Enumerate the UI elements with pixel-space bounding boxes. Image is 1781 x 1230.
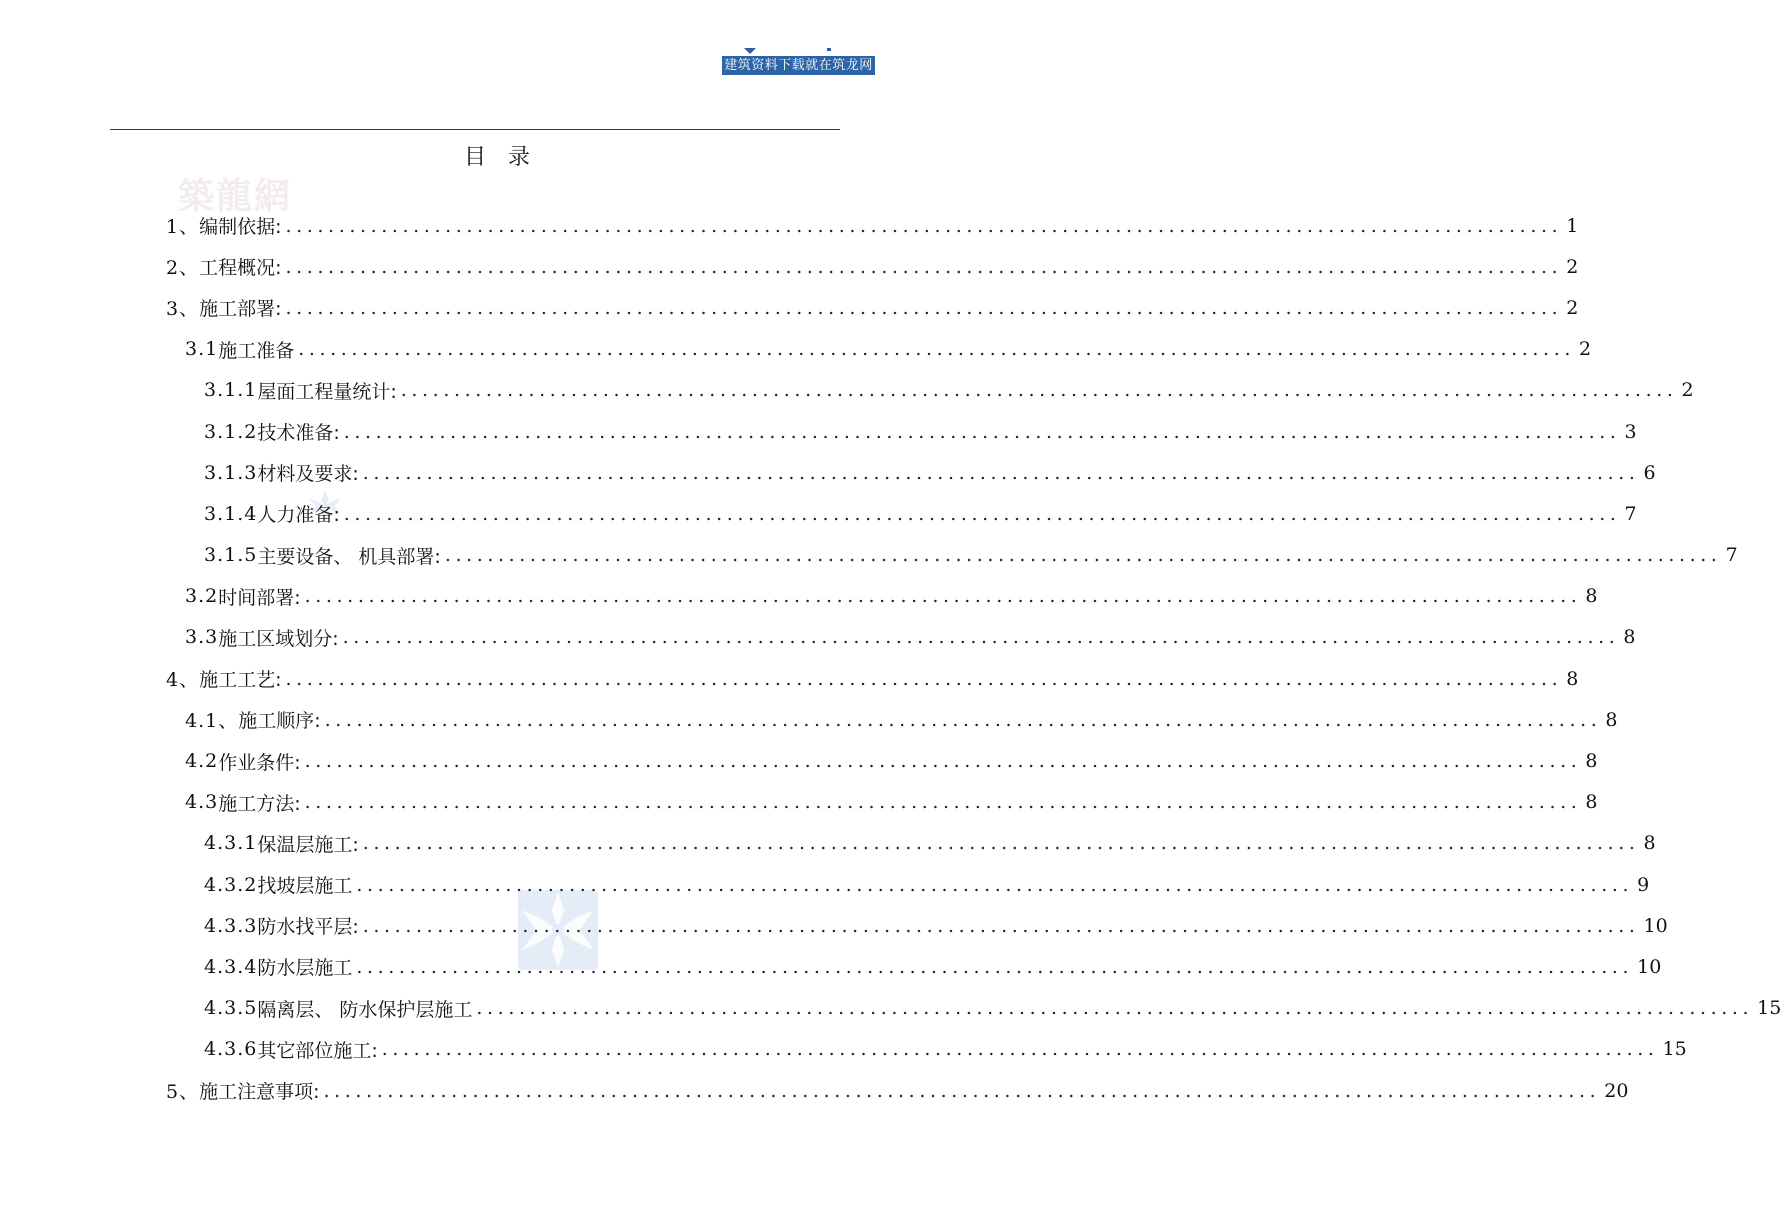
toc-entry-title: 施工注意事项: xyxy=(199,1081,320,1104)
toc-entry[interactable] xyxy=(0,864,1650,905)
toc-entry[interactable] xyxy=(0,946,1662,987)
toc-entry[interactable] xyxy=(0,411,1637,452)
toc-entry-number: 4.3.1 xyxy=(204,832,258,855)
toc-entry-page-number: 10 xyxy=(1643,914,1668,937)
toc-entry-title: 施工区域划分: xyxy=(218,627,339,650)
toc-entry-title: 技术准备: xyxy=(257,422,340,445)
toc-entry-title: 材料及要求: xyxy=(257,463,359,486)
toc-entry-title: 施工工艺: xyxy=(199,669,282,692)
toc-entry-number: 3.1.5 xyxy=(204,544,258,567)
toc-entry-title: 防水层施工 xyxy=(257,957,353,980)
toc-entry[interactable] xyxy=(0,823,1656,864)
toc-entry-number: 5、 xyxy=(166,1081,200,1104)
toc-entry-title: 主要设备、 机具部署: xyxy=(257,545,441,568)
toc-entry[interactable] xyxy=(0,740,1598,781)
toc-entry-title: 施工准备 xyxy=(218,339,295,362)
toc-entry-title: 施工顺序: xyxy=(238,710,321,733)
toc-entry[interactable] xyxy=(0,782,1598,823)
toc-entry-title: 防水找平层: xyxy=(257,916,359,939)
toc-entry-number: 4.1、 xyxy=(185,710,239,733)
toc-entry[interactable] xyxy=(0,246,1579,287)
toc-entry-number: 4.3.2 xyxy=(204,873,258,896)
toc-entry-page-number: 8 xyxy=(1585,750,1598,773)
toc-entry-title: 施工方法: xyxy=(218,792,301,815)
toc-entry-page-number: 20 xyxy=(1604,1079,1629,1102)
toc-entry[interactable] xyxy=(0,658,1579,699)
toc-entry-title: 编制依据: xyxy=(199,216,282,239)
toc-entry-page-number: 8 xyxy=(1585,585,1598,608)
toc-dot-leader: ........................................................................................................................ xyxy=(343,502,1621,525)
toc-dot-leader: ........................................................................................................................ xyxy=(362,832,1640,855)
toc-dot-leader: ........................................................................................................................ xyxy=(298,338,1575,361)
toc-entry[interactable] xyxy=(0,287,1579,328)
toc-entry-page-number: 6 xyxy=(1643,461,1656,484)
toc-entry-number: 4.2 xyxy=(185,750,219,773)
toc-entry-number: 3.2 xyxy=(185,585,219,608)
toc-dot-leader: ........................................................................................................................ xyxy=(362,914,1640,937)
toc-dot-leader: ........................................................................................................................ xyxy=(285,255,1563,278)
toc-entry-number: 3.1.1 xyxy=(204,379,258,402)
toc-dot-leader: ........................................................................................................................ xyxy=(342,626,1620,649)
site-logo[interactable] xyxy=(722,48,875,76)
toc-entry[interactable] xyxy=(0,535,1738,576)
toc-entry-number: 3.1.4 xyxy=(204,502,258,525)
toc-entry-page-number: 2 xyxy=(1566,296,1579,319)
header-divider xyxy=(110,129,840,130)
toc-entry-number: 4、 xyxy=(166,669,200,692)
toc-entry-number: 3.1.2 xyxy=(204,420,258,443)
toc-entry-page-number: 15 xyxy=(1757,997,1781,1020)
toc-entry-page-number: 8 xyxy=(1623,626,1636,649)
toc-entry-title: 作业条件: xyxy=(218,751,301,774)
toc-entry-page-number: 1 xyxy=(1566,214,1579,237)
toc-dot-leader: ........................................................................................................................ xyxy=(304,791,1582,814)
toc-entry[interactable] xyxy=(0,617,1636,658)
toc-entry-number: 4.3.3 xyxy=(204,914,258,937)
toc-entry-title: 其它部位施工: xyxy=(257,1039,378,1062)
toc-dot-leader: ........................................................................................................................ xyxy=(476,997,1754,1020)
toc-entry-page-number: 2 xyxy=(1681,379,1694,402)
toc-entry-title: 人力准备: xyxy=(257,504,340,527)
toc-entry[interactable] xyxy=(0,493,1637,534)
toc-dot-leader: ........................................................................................................................ xyxy=(362,461,1640,484)
toc-entry-page-number: 8 xyxy=(1605,708,1618,731)
toc-entry-title: 保温层施工: xyxy=(257,833,359,856)
toc-entry-number: 4.3 xyxy=(185,791,219,814)
toc-entry-title: 找坡层施工 xyxy=(257,875,353,898)
logo-mark-dot-icon xyxy=(827,48,831,51)
toc-entry-number: 4.3.4 xyxy=(204,955,258,978)
toc-entry-number: 4.3.5 xyxy=(204,997,258,1020)
toc-dot-leader: ........................................................................................................................ xyxy=(343,420,1621,443)
toc-entry[interactable] xyxy=(0,1029,1687,1070)
toc-entry[interactable] xyxy=(0,988,1781,1029)
toc-entry-number: 4.3.6 xyxy=(204,1038,258,1061)
toc-entry[interactable] xyxy=(0,452,1656,493)
toc-dot-leader: ........................................................................................................................ xyxy=(285,296,1563,319)
toc-dot-leader: ........................................................................................................................ xyxy=(304,585,1582,608)
toc-entry-page-number: 7 xyxy=(1624,502,1637,525)
toc-entry[interactable] xyxy=(0,205,1579,246)
toc-entry[interactable] xyxy=(0,329,1592,370)
toc-entry-number: 2、 xyxy=(166,257,200,280)
toc-entry-title: 时间部署: xyxy=(218,586,301,609)
toc-dot-leader: ........................................................................................................................ xyxy=(304,750,1582,773)
toc-entry-number: 3.1.3 xyxy=(204,461,258,484)
toc-entry-page-number: 2 xyxy=(1578,338,1592,361)
toc-entry-page-number: 8 xyxy=(1585,791,1598,814)
toc-entry-page-number: 9 xyxy=(1637,873,1650,896)
toc-entry-page-number: 15 xyxy=(1662,1038,1687,1061)
toc-dot-leader: ........................................................................................................................ xyxy=(356,873,1634,896)
toc-entry-number: 3、 xyxy=(166,298,200,321)
toc-entry-title: 施工部署: xyxy=(199,298,282,321)
toc-entry[interactable] xyxy=(0,699,1618,740)
toc-entry-page-number: 2 xyxy=(1566,255,1579,278)
toc-entry[interactable] xyxy=(0,576,1598,617)
toc-entry-page-number: 3 xyxy=(1624,420,1637,443)
logo-mark-icon xyxy=(744,48,756,54)
toc-dot-leader: ........................................................................................................................ xyxy=(285,214,1563,237)
toc-dot-leader: ........................................................................................................................ xyxy=(356,955,1634,978)
toc-dot-leader: ........................................................................................................................ xyxy=(323,1079,1601,1102)
toc-entry[interactable] xyxy=(0,370,1694,411)
toc-title: 目录 xyxy=(463,145,552,170)
toc-dot-leader: ........................................................................................................................ xyxy=(444,544,1722,567)
toc-entry-title: 隔离层、 防水保护层施工 xyxy=(257,998,473,1021)
toc-entry-number: 1、 xyxy=(166,216,200,239)
watermark-text: 築龍網 xyxy=(178,175,293,217)
logo-text: 建筑资料下载就在筑龙网 xyxy=(722,56,875,75)
toc-list xyxy=(0,205,1781,1111)
toc-entry[interactable] xyxy=(0,1070,1629,1111)
toc-dot-leader: ........................................................................................................................ xyxy=(324,708,1602,731)
toc-dot-leader: ........................................................................................................................ xyxy=(285,667,1563,690)
toc-entry-page-number: 10 xyxy=(1637,955,1662,978)
toc-entry[interactable] xyxy=(0,905,1668,946)
toc-entry-page-number: 8 xyxy=(1643,832,1656,855)
toc-entry-page-number: 8 xyxy=(1566,667,1579,690)
toc-entry-title: 屋面工程量统计: xyxy=(257,380,397,403)
toc-entry-title: 工程概况: xyxy=(199,257,282,280)
toc-dot-leader: ........................................................................................................................ xyxy=(381,1038,1659,1061)
toc-entry-number: 3.3 xyxy=(185,626,219,649)
toc-entry-number: 3.1 xyxy=(185,338,219,361)
toc-dot-leader: ........................................................................................................................ xyxy=(400,379,1678,402)
toc-entry-page-number: 7 xyxy=(1725,544,1738,567)
